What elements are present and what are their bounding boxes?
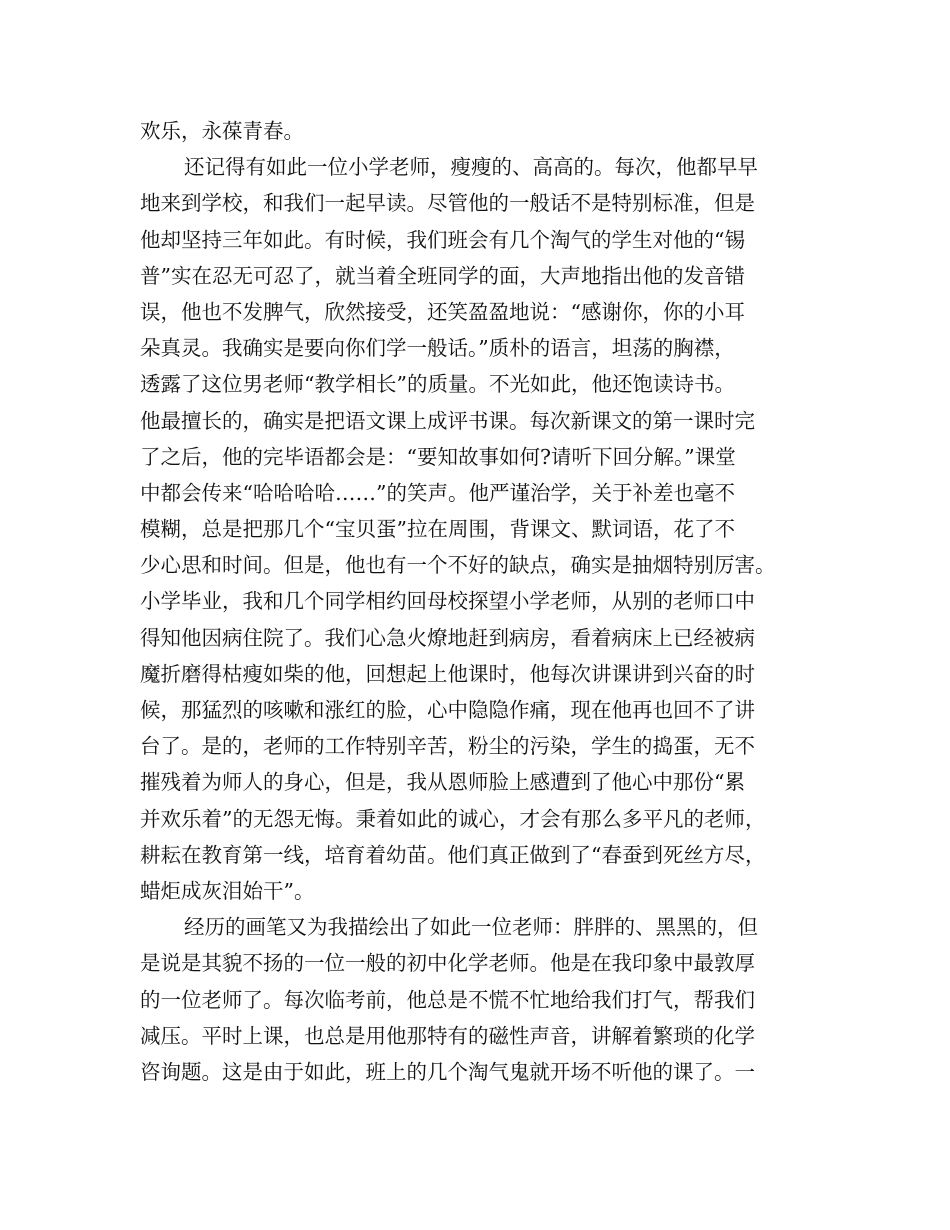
text-line: 并欢乐着”的无怨无悔。秉着如此的诚心，才会有那么多平凡的老师，	[140, 806, 766, 831]
text-line: 朵真灵。我确实是要向你们学一般话。”质朴的语言，坦荡的胸襟，	[140, 336, 735, 361]
text-line: 中都会传来“哈哈哈哈……”的笑声。他严谨治学，关于补差也毫不	[140, 480, 735, 505]
text-line: 的一位老师了。每次临考前，他总是不慌不忙地给我们打气，帮我们	[140, 987, 755, 1012]
text-line: 模糊，总是把那几个“宝贝蛋”拉在周围，背课文、默词语，花了不	[140, 517, 735, 542]
paragraph-start-line: 还记得有如此一位小学老师，瘦瘦的、高高的。每次，他都早早	[184, 155, 758, 180]
text-line: 少心思和时间。但是，他也有一个不好的缺点，确实是抽烟特别厉害。	[140, 553, 776, 578]
text-line: 咨询题。这是由于如此，班上的几个淘气鬼就开场不听他的课了。一	[140, 1059, 755, 1084]
text-line: 台了。是的，老师的工作特别辛苦，粉尘的污染，学生的捣蛋，无不	[140, 734, 755, 759]
document-body	[140, 113, 810, 1090]
paragraph-start-line: 经历的画笔又为我描绘出了如此一位老师：胖胖的、黑黑的，但	[184, 915, 758, 940]
text-line: 欢乐，永葆青春。	[140, 119, 304, 143]
text-line: 小学毕业，我和几个同学相约回母校探望小学老师，从别的老师口中	[140, 589, 755, 614]
text-line: 耕耘在教育第一线，培育着幼苗。他们真正做到了“春蚕到死丝方尽，	[140, 842, 766, 867]
text-line: 魔折磨得枯瘦如柴的他，回想起上他课时，他每次讲课讲到兴奋的时	[140, 661, 755, 686]
text-line: 得知他因病住院了。我们心急火燎地赶到病房，看着病床上已经被病	[140, 625, 755, 650]
text-line: 他却坚持三年如此。有时候，我们班会有几个淘气的学生对他的“锡	[140, 227, 745, 252]
text-line: 候，那猛烈的咳嗽和涨红的脸，心中隐隐作痛，现在他再也回不了讲	[140, 698, 755, 722]
text-line: 透露了这位男老师“教学相长”的质量。不光如此，他还饱读诗书。	[140, 372, 735, 397]
text-line: 普”实在忍无可忍了，就当着全班同学的面，大声地指出他的发音错	[140, 263, 745, 288]
text-line: 减压。平时上课，也总是用他那特有的磁性声音，讲解着繁琐的化学	[140, 1023, 755, 1048]
text-line: 误，他也不发脾气，欣然接受，还笑盈盈地说：“感谢你，你的小耳	[140, 299, 745, 324]
text-line: 蜡炬成灰泪始干”。	[140, 878, 315, 903]
text-line: 是说是其貌不扬的一位一般的初中化学老师。他是在我印象中最敦厚	[140, 951, 755, 976]
text-line: 了之后，他的完毕语都会是：“要知故事如何?请听下回分解。”课堂	[140, 444, 736, 469]
text-line: 他最擅长的，确实是把语文课上成评书课。每次新课文的第一课时完	[140, 408, 755, 433]
text-line: 摧残着为师人的身心，但是，我从恩师脸上感遭到了他心中那份“累	[140, 770, 745, 795]
text-line: 地来到学校，和我们一起早读。尽管他的一般话不是特别标准，但是	[140, 191, 755, 216]
